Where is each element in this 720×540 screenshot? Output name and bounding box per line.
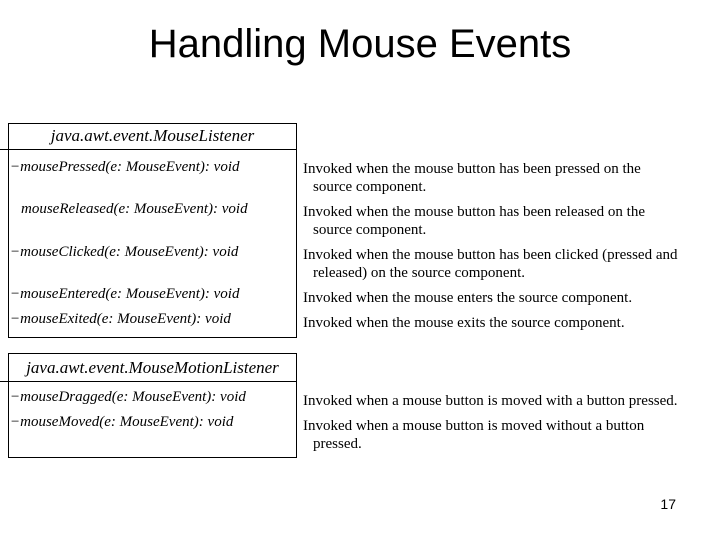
desc-line: Invoked when the mouse enters the source component.: [303, 290, 633, 306]
desc-mouse-released: [303, 203, 715, 239]
desc-mouse-clicked: [303, 246, 715, 282]
desc-line: Invoked when a mouse button is moved without a button: [303, 418, 645, 434]
desc-line: source component.: [313, 179, 427, 195]
desc-mouse-entered: [303, 289, 715, 307]
desc-line: Invoked when a mouse button is moved with a button pressed.: [303, 393, 678, 409]
mouse-listener-name: java.awt.event.MouseListener: [9, 124, 296, 150]
method-mouse-dragged: −mouseDragged(e: MouseEvent): void: [10, 389, 246, 405]
desc-mouse-moved: [303, 417, 715, 453]
page-number: 17: [660, 496, 676, 512]
desc-line: source component.: [313, 222, 427, 238]
desc-line: Invoked when the mouse button has been released on the: [303, 204, 645, 220]
desc-mouse-dragged: [303, 392, 715, 410]
method-mouse-moved: −mouseMoved(e: MouseEvent): void: [10, 414, 234, 430]
method-mouse-clicked: −mouseClicked(e: MouseEvent): void: [10, 244, 239, 260]
box-tick: [0, 149, 10, 150]
desc-line: pressed.: [313, 436, 362, 452]
method-mouse-entered: −mouseEntered(e: MouseEvent): void: [10, 286, 240, 302]
desc-mouse-pressed: [303, 160, 715, 196]
slide-title: Handling Mouse Events: [148, 22, 572, 66]
method-mouse-exited: −mouseExited(e: MouseEvent): void: [10, 311, 231, 327]
desc-line: Invoked when the mouse button has been clicked (pressed and: [303, 247, 678, 263]
mouse-motion-listener-box: [8, 353, 297, 458]
desc-mouse-exited: [303, 314, 715, 332]
mouse-listener-box: [8, 123, 297, 338]
mouse-motion-listener-name: java.awt.event.MouseMotionListener: [9, 354, 296, 382]
method-mouse-released: mouseReleased(e: MouseEvent): void: [21, 201, 248, 217]
desc-line: Invoked when the mouse button has been pressed on the: [303, 161, 641, 177]
method-mouse-pressed: −mousePressed(e: MouseEvent): void: [10, 159, 240, 175]
box-tick: [0, 381, 10, 382]
desc-line: released) on the source component.: [313, 265, 525, 281]
desc-line: Invoked when the mouse exits the source component.: [303, 315, 625, 331]
